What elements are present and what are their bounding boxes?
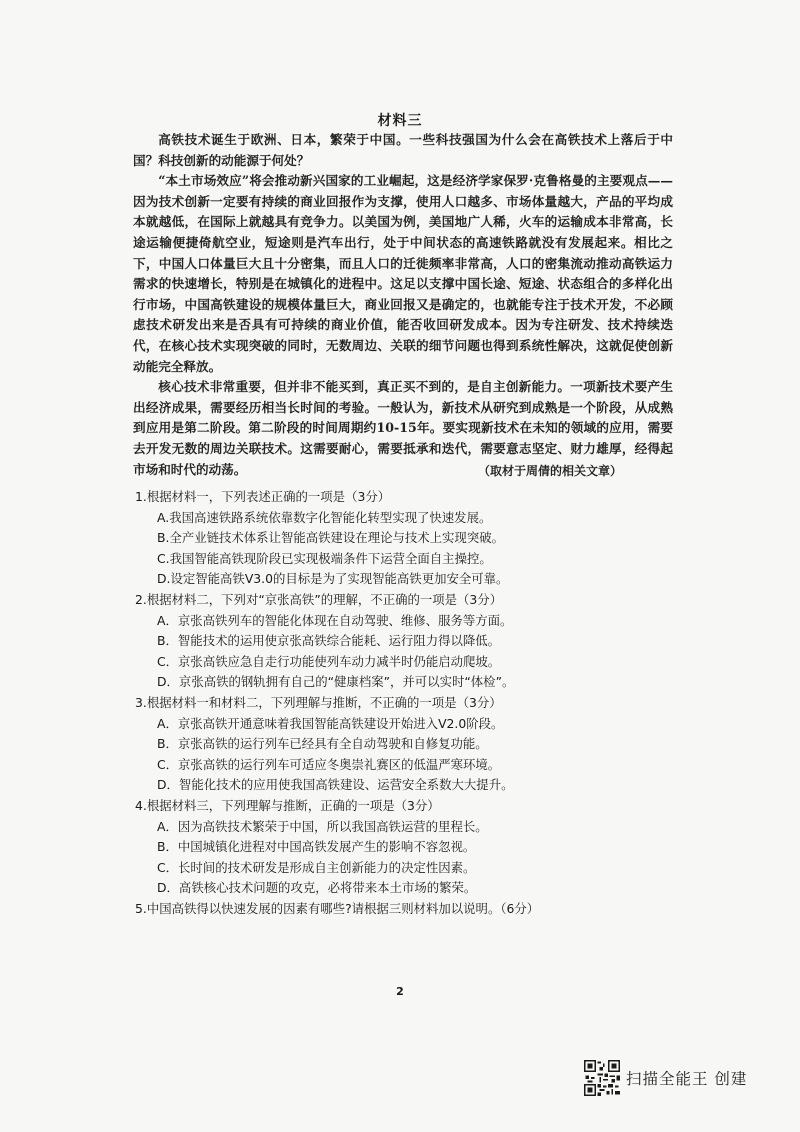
question-option: A．京张高铁列车的智能化体现在自动驾驶、维修、服务等方面。	[157, 612, 513, 628]
passage-paragraph: 高铁技术诞生于欧洲、日本，繁荣于中国。一些科技强国为什么会在高铁技术上落后于中国？科技创新的动能源于何处？	[133, 132, 673, 168]
material-title: 材料三	[377, 113, 423, 129]
question-stem: 5.中国高铁得以快速发展的因素有哪些?请根据三则材料加以说明。（6分）	[135, 900, 540, 916]
qr-code-icon	[584, 1060, 620, 1096]
question-option: D．京张高铁的钢轨拥有自己的“健康档案”，并可以实时“体检”。	[157, 674, 515, 690]
question-stem: 2.根据材料二，下列对“京张高铁”的理解，不正确的一项是（3分）	[135, 591, 503, 607]
question-option: C．京张高铁的运行列车可适应冬奥崇礼赛区的低温严寒环境。	[157, 756, 501, 772]
passage	[133, 130, 673, 480]
question-item	[135, 590, 675, 693]
question-stem: 3.根据材料一和材料二，下列理解与推断，不正确的一项是（3分）	[135, 694, 502, 710]
question-option: A．京张高铁开通意味着我国智能高铁建设开始进入V2.0阶段。	[157, 715, 504, 731]
question-item	[135, 487, 675, 590]
question-option: B．中国城镇化进程对中国高铁发展产生的影响不容忽视。	[157, 839, 476, 855]
question-option: B．智能技术的运用使京张高铁综合能耗、运行阻力得以降低。	[157, 633, 501, 649]
question-option: D．高铁核心技术问题的攻克，必将带来本土市场的繁荣。	[157, 880, 477, 896]
passage-paragraph: 核心技术非常重要，但并非不能买到，真正买不到的，是自主创新能力。一项新技术要产生出经济成果，需要经历相当长时间的考验。一般认为，新技术从研究到成熟是一个阶段，从成熟到应用是第二阶段。第二阶段的时间周期约10-15年。要实现新技术在未知的领域的应用，需要去开发无数的周边关联技术。这需要耐心，需要抵承和迭代，需要意志坚定、财力雄厚，经得起市场和时代的动荡。	[133, 379, 673, 477]
question-stem: 4.根据材料三，下列理解与推断，正确的一项是（3分）	[135, 797, 440, 813]
question-option: B．京张高铁的运行列车已经具有全自动驾驶和自修复功能。	[157, 736, 488, 752]
question-option: D．智能化技术的应用使我国高铁建设、运营安全系数大大提升。	[157, 777, 514, 793]
page-number: 2	[396, 985, 404, 998]
question-option: C．长时间的技术研发是形成自主创新能力的决定性因素。	[157, 859, 476, 875]
question-option: B.全产业链技术体系让智能高铁建设在理论与技术上实现突破。	[157, 530, 504, 546]
question-option: A．因为高铁技术繁荣于中国，所以我国高铁运营的里程长。	[157, 818, 488, 834]
question-option: C．京张高铁应急自走行功能使列车动力减半时仍能启动爬坡。	[157, 653, 501, 669]
passage-paragraph: “本土市场效应”将会推动新兴国家的工业崛起，这是经济学家保罗·克鲁格曼的主要观点——因为技术创新一定要有持续的商业回报作为支撑，使用人口越多、市场体量越大，产品的平均成本就越低，在国际上就越具有竞争力。以美国为例，美国地广人稀，火车的运输成本非常高，长途运输便捷倚航空业，短途则是汽车出行，处于中间状态的高速铁路就没有发展起来。相比之下，中国人口体量巨大且十分密集，而且人口的迁徙频率非常高，人口的密集流动推动高铁运力需求的快速增长，特别是在城镇化的进程中。这足以支撑中国长途、短途、状态组合的多样化出行市场，中国高铁建设的规模体量巨大，商业回报又是确定的，也就能专注于技术开发，不必顾虑技术研发出来是否具有可持续的商业价值，能否收回研发成本。因为专注研发、技术持续迭代，在核心技术实现突破的同时，无数周边、关联的细节问题也得到系统性解决，这就促使创新动能完全释放。	[133, 173, 673, 374]
question-list	[135, 487, 675, 919]
question-option: C.我国智能高铁现阶段已实现极端条件下运营全面自主操控。	[157, 550, 492, 566]
watermark-text: 扫描全能王 创建	[626, 1070, 748, 1088]
scanner-watermark	[584, 1056, 754, 1100]
question-item	[135, 899, 675, 920]
question-option: D.设定智能高铁V3.0的目标是为了实现智能高铁更加安全可靠。	[157, 571, 509, 587]
question-stem: 1.根据材料一，下列表述正确的一项是（3分）	[135, 489, 391, 504]
source-citation: （取材于周倩的相关文章）	[477, 464, 622, 478]
question-item	[135, 796, 675, 899]
question-item	[135, 693, 675, 796]
question-option: A.我国高速铁路系统依靠数字化智能化转型实现了快速发展。	[157, 509, 492, 525]
